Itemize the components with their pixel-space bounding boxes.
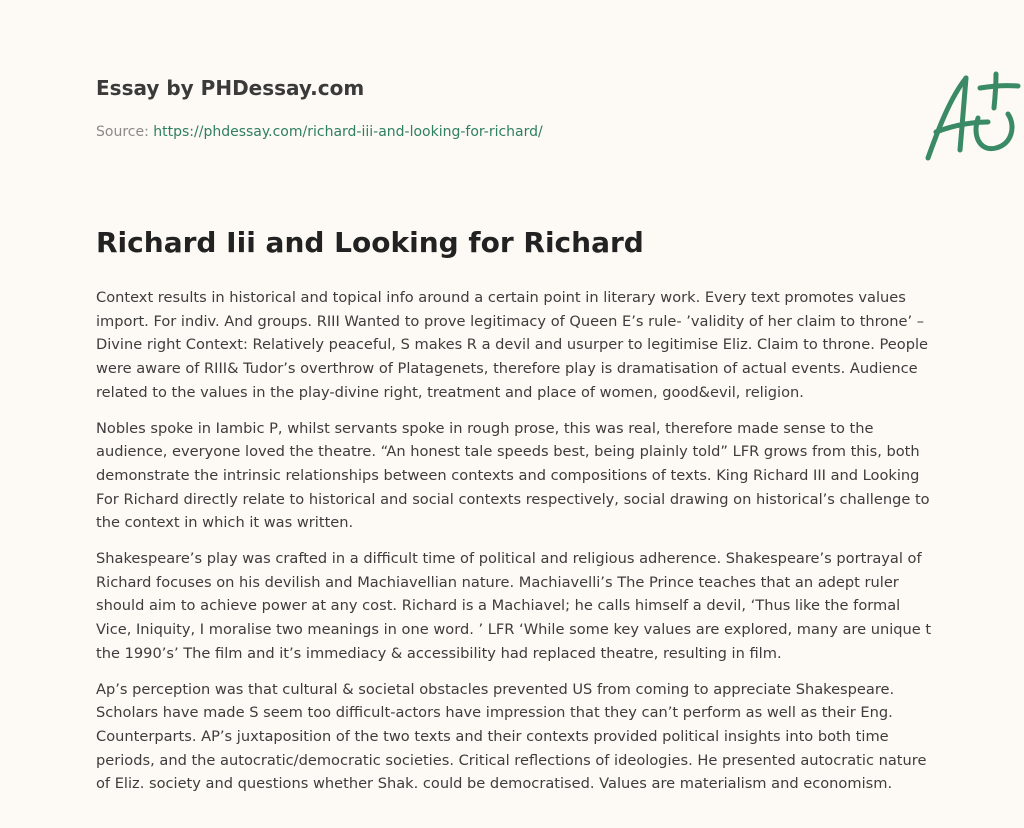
essay-paragraph: Shakespeare’s play was crafted in a difficult time of political and religious adherence. Shakespeare’s portrayal of Richard focuses on his devilish and Machiavellian nature. Machiavelli’s The Prince teaches that an adept ruler should aim to achieve power at any cost. Richard is a Machiavel; he calls himself a devil, ‘Thus like the formal Vice, Iniquity, I moralise two meanings in one word. ’ LFR ‘While some key values are explored, many are unique t the 1990’s’ The film and it’s immediacy & accessibility had replaced theatre, resulting in film.: [96, 550, 932, 662]
essay-body: [96, 286, 932, 808]
source-label: Source:: [96, 124, 149, 140]
site-title: Essay by PHDessay.com: [96, 76, 365, 100]
source-link[interactable]: https://phdessay.com/richard-iii-and-looking-for-richard/: [153, 124, 543, 140]
essay-paragraph: Ap’s perception was that cultural & societal obstacles prevented US from coming to appreciate Shakespeare. Scholars have made S seem too difficult-actors have impression that they can’t perform as well as their Eng. Counterparts. AP’s juxtaposition of the two texts and their contexts provided political insights into both time periods, and the autocratic/democratic societies. Critical reflections of ideologies. He presented autocratic nature of Eliz. society and questions whether Shak. could be democratised. Values are materialism and economism.: [96, 680, 927, 793]
source-line: [96, 124, 543, 140]
essay-paragraph: Nobles spoke in Iambic P, whilst servants spoke in rough prose, this was real, therefore made sense to the audience, everyone loved the theatre. “An honest tale speeds best, being plainly told” LFR grows from this, both demonstrate the intrinsic relationships between contexts and compositions of texts. King Richard III and Looking For Richard directly relate to historical and social contexts respectively, social drawing on historical’s challenge to the context in which it was written.: [96, 419, 930, 532]
a-plus-logo-icon: [916, 64, 1024, 164]
essay-paragraph: Context results in historical and topical info around a certain point in literary work. Every text promotes values import. For indiv. And groups. RIII Wanted to prove legitimacy of Queen E’s rule- ’validity of her claim to throne’ – Divine right Context: Relatively peaceful, S makes R a devil and usurper to legitimise Eliz. Claim to throne. People were aware of RIII& Tudor’s overthrow of Platagenets, therefore play is dramatisation of actual events. Audience related to the values in the play-divine right, treatment and place of women, good&evil, religion.: [96, 289, 929, 401]
essay-title: Richard Iii and Looking for Richard: [96, 226, 644, 259]
